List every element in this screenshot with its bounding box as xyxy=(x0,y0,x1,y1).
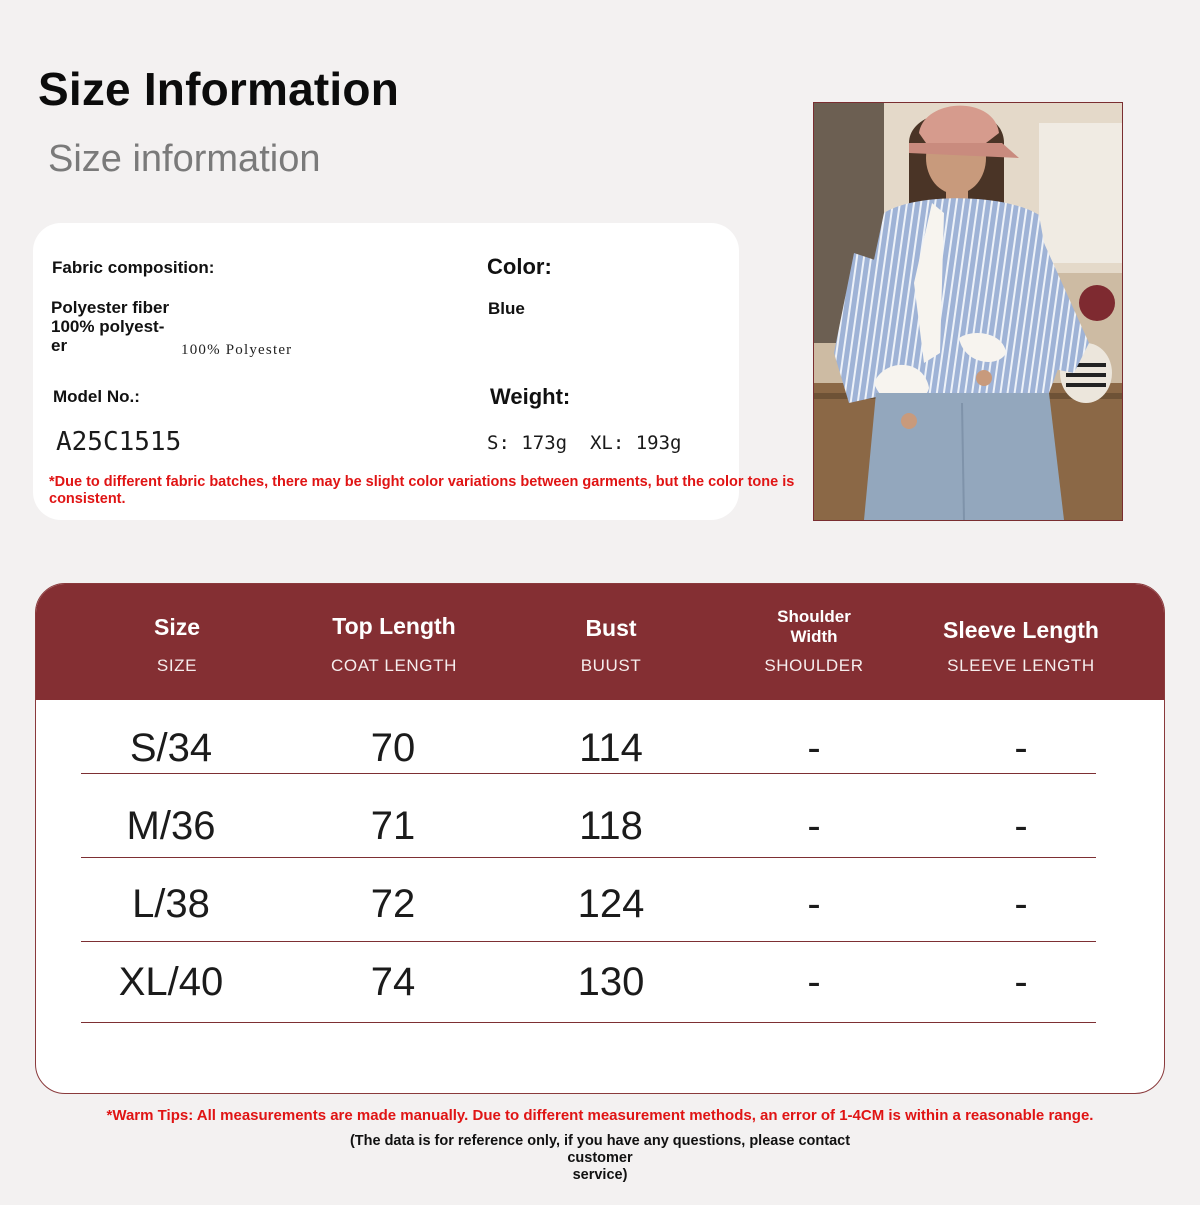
cell-size: S/34 xyxy=(129,726,213,770)
cell-bust: 118 xyxy=(579,804,643,848)
row-divider xyxy=(81,857,1096,858)
header-subtitle: SLEEVE LENGTH xyxy=(947,656,1095,675)
cell-sleeve: - xyxy=(1014,960,1028,1004)
cell-shoulder: - xyxy=(807,804,821,848)
row-divider xyxy=(81,773,1096,774)
header-subtitle: SIZE xyxy=(156,656,198,675)
header-title: Sleeve Length xyxy=(943,617,1099,643)
model-value: A25C1515 xyxy=(56,427,182,457)
header-title-line: Shoulder xyxy=(777,607,851,626)
header-title: Size xyxy=(153,614,201,640)
fabric-line: Polyester fiber xyxy=(51,298,170,317)
fabric-value xyxy=(51,298,169,355)
page-title: Size Information xyxy=(38,63,400,115)
cell-sleeve: - xyxy=(1014,726,1028,770)
table-row xyxy=(36,942,1164,1012)
cell-sleeve: - xyxy=(1014,804,1028,848)
color-variation-note: *Due to different fabric batches, there may be slight color variations between garments, but the color tone is consistent. xyxy=(49,474,795,507)
table-row xyxy=(36,786,1164,856)
page-subtitle: Size information xyxy=(48,138,321,180)
cell-top-length: 74 xyxy=(370,960,416,1004)
fabric-value-english: 100% Polyester xyxy=(181,342,293,358)
cell-shoulder: - xyxy=(807,882,821,926)
reference-note-line: (The data is for reference only, if you have any questions, please contact customer xyxy=(349,1133,851,1166)
cell-bust: 114 xyxy=(579,726,643,770)
header-subtitle: BUUST xyxy=(580,656,642,675)
cell-bust: 124 xyxy=(577,882,645,926)
cell-top-length: 70 xyxy=(370,726,416,770)
header-bust xyxy=(501,584,721,700)
weight-value: S: 173g XL: 193g xyxy=(487,432,682,454)
header-top-length xyxy=(284,584,504,700)
model-photo xyxy=(813,102,1123,521)
cell-top-length: 72 xyxy=(370,882,416,926)
header-size xyxy=(67,584,287,700)
reference-note-line: service) xyxy=(572,1167,628,1183)
size-table-header xyxy=(36,584,1164,700)
table-row xyxy=(36,708,1164,778)
fabric-line: er xyxy=(51,336,68,355)
warm-tips: *Warm Tips: All measurements are made manually. Due to different measurement methods, an error of 1-4CM is within a reasonable range. xyxy=(106,1107,1094,1124)
header-title: Top Length xyxy=(332,613,456,639)
row-divider xyxy=(81,1022,1096,1023)
size-table xyxy=(35,583,1165,1094)
header-subtitle: COAT LENGTH xyxy=(331,656,457,675)
header-sleeve-length xyxy=(911,584,1131,700)
header-title xyxy=(704,607,924,647)
cell-size: L/38 xyxy=(132,882,210,926)
fabric-line: 100% polyest- xyxy=(51,317,165,336)
reference-note xyxy=(320,1133,880,1184)
model-label: Model No.: xyxy=(53,387,140,406)
table-row xyxy=(36,864,1164,934)
header-title-line: Width xyxy=(790,627,838,646)
header-subtitle: SHOULDER xyxy=(764,656,864,675)
header-title: Bust xyxy=(585,615,637,641)
cell-size: M/36 xyxy=(126,804,216,848)
header-shoulder-width xyxy=(704,584,924,700)
cell-size: XL/40 xyxy=(118,960,224,1004)
weight-label: Weight: xyxy=(490,384,571,409)
cell-sleeve: - xyxy=(1014,882,1028,926)
cell-top-length: 71 xyxy=(370,804,416,848)
fabric-label: Fabric composition: xyxy=(52,258,215,277)
cell-shoulder: - xyxy=(807,960,821,1004)
model-photo-illustration xyxy=(814,103,1122,520)
color-value: Blue xyxy=(488,299,525,318)
cell-shoulder: - xyxy=(807,726,821,770)
cell-bust: 130 xyxy=(577,960,645,1004)
color-label: Color: xyxy=(487,254,552,279)
